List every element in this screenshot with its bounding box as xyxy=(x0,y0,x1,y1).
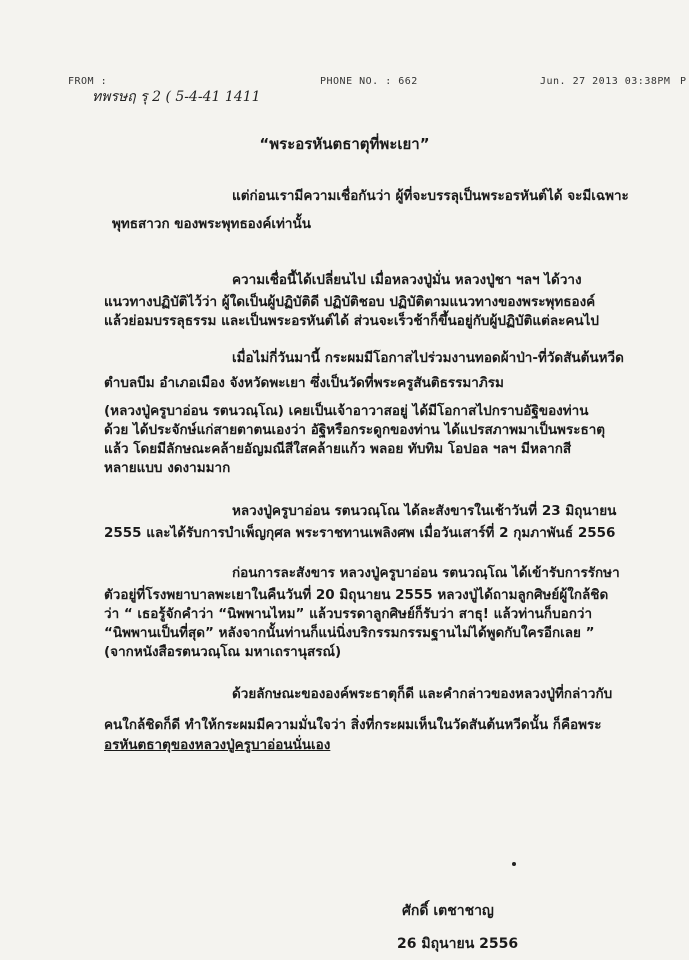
paragraph-2-line-3: แล้วย่อมบรรลุธรรม และเป็นพระอรหันต์ได้ ส่วนจะเร็วช้าก็ขึ้นอยู่กับผู้ปฏิบัติแต่ละคนไป xyxy=(104,313,599,329)
signature-date: 26 มิถุนายน 2556 xyxy=(397,936,519,952)
paragraph-6-line-3: อรหันตธาตุของหลวงปู่ครูบาอ่อนนั่นเอง xyxy=(104,737,331,753)
ink-mark xyxy=(512,862,516,866)
paragraph-2-line-2: แนวทางปฏิบัติไว้ว่า ผู้ใดเป็นผู้ปฏิบัติดี ปฏิบัติชอบ ปฏิบัติตามแนวทางของพระพุทธองค์ xyxy=(104,294,596,310)
signature-name: ศักดิ์ เตชาชาญ xyxy=(402,903,494,919)
paragraph-4-line-1: หลวงปู่ครูบาอ่อน รตนวณฺโณ ได้ละสังขารในเช้าวันที่ 23 มิถุนายน xyxy=(232,503,617,519)
fax-datetime: Jun. 27 2013 03:38PM xyxy=(540,76,671,87)
fax-phone-number: PHONE NO. : 662 xyxy=(320,76,418,87)
paragraph-5-line-5: (จากหนังสือรตนวณฺโณ มหาเถรานุสรณ์) xyxy=(104,644,342,660)
handwritten-note: ทพรษฤ รุ 2 ( 5-4-41 1411 xyxy=(92,89,261,105)
paragraph-6-line-2: คนใกล้ชิดก็ดี ทำให้กระผมมีความมั่นใจว่า สิ่งที่กระผมเห็นในวัดสันต้นหวีดนั้น ก็คือพระ xyxy=(104,717,602,733)
paragraph-5-line-1: ก่อนการละสังขาร หลวงปู่ครูบาอ่อน รตนวณฺโณ ได้เข้ารับการรักษา xyxy=(232,565,620,581)
document-title: “พระอรหันตธาตุที่พะเยา” xyxy=(259,135,430,153)
paragraph-3-line-4: ด้วย ได้ประจักษ์แก่สายตาตนเองว่า อัฐิหรือกระดูกของท่าน ได้แปรสภาพมาเป็นพระธาตุ xyxy=(104,422,606,438)
paragraph-1-line-1: แต่ก่อนเรามีความเชื่อกันว่า ผู้ที่จะบรรลุเป็นพระอรหันต์ได้ จะมีเฉพาะ xyxy=(232,188,629,204)
paragraph-3-line-2: ตำบลบีม อำเภอเมือง จังหวัดพะเยา ซึ่งเป็นวัดที่พระครูสันติธรรมาภิรม xyxy=(104,375,504,391)
paragraph-5-line-3: ว่า “ เธอรู้จักคำว่า “นิพพานไหม” แล้วบรรดาลูกศิษย์ก็รับว่า สาธุ! แล้วท่านก็บอกว่า xyxy=(104,606,593,622)
paragraph-3-line-5: แล้ว โดยมีลักษณะคล้ายอัญมณีสีใสคล้ายแก้ว พลอย ทับทิม โอปอล ฯลฯ มีหลากสี xyxy=(104,441,572,457)
paragraph-3-line-3: (หลวงปู่ครูบาอ่อน รตนวณฺโณ) เคยเป็นเจ้าอาวาสอยู่ ได้มีโอกาสไปกราบอัฐิของท่าน xyxy=(104,403,589,419)
paragraph-3-line-6: หลายแบบ งดงามมาก xyxy=(104,460,231,476)
paragraph-2-line-1: ความเชื่อนี้ได้เปลี่ยนไป เมื่อหลวงปู่มั่น หลวงปู่ชา ฯลฯ ได้วาง xyxy=(232,272,582,288)
paragraph-4-line-2: 2555 และได้รับการบำเพ็ญกุศล พระราชทานเพลิงศพ เมื่อวันเสาร์ที่ 2 กุมภาพันธ์ 2556 xyxy=(104,525,616,541)
fax-from-label: FROM : xyxy=(68,76,108,87)
paragraph-1-line-2: พุทธสาวก ของพระพุทธองค์เท่านั้น xyxy=(112,216,311,232)
paragraph-5-line-2: ตัวอยู่ที่โรงพยาบาลพะเยาในคืนวันที่ 20 มิถุนายน 2555 หลวงปู่ได้ถามลูกศิษย์ผู้ใกล้ชิด xyxy=(104,587,609,603)
paragraph-6-line-1: ด้วยลักษณะขององค์พระธาตุก็ดี และคำกล่าวของหลวงปู่ที่กล่าวกับ xyxy=(232,686,613,702)
paragraph-3-line-1: เมื่อไม่กี่วันมานี้ กระผมมีโอกาสไปร่วมงานทอดผ้าป่า-ที่วัดสันต้นหวีด xyxy=(232,350,624,366)
paragraph-5-line-4: “นิพพานเป็นที่สุด” หลังจากนั้นท่านก็แน่นิ่งบริกรรมกรรมฐานไม่ได้พูดกับใครอีกเลย ” xyxy=(104,625,595,641)
fax-edge-mark: P xyxy=(680,76,687,87)
